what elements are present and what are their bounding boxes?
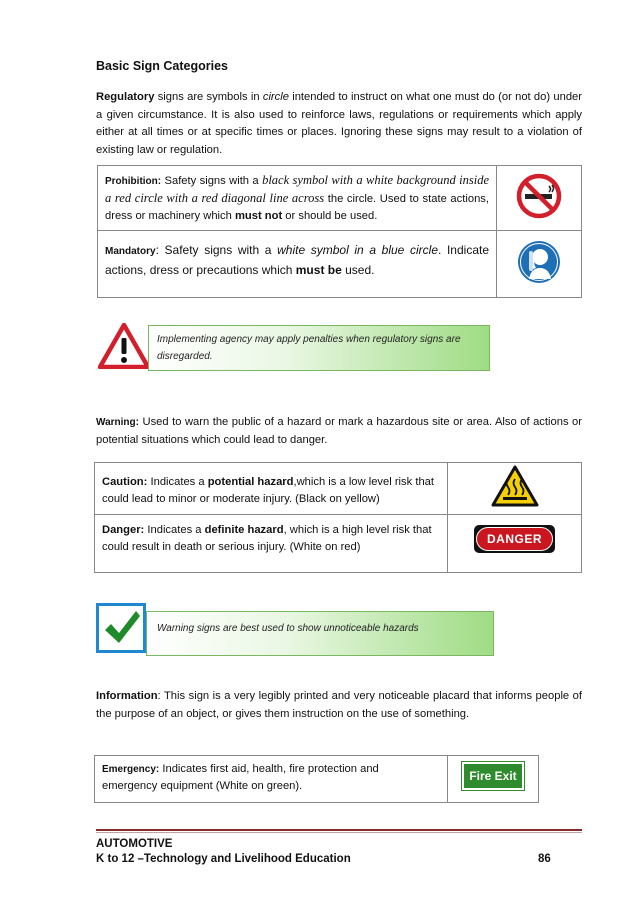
regulatory-paragraph (96, 89, 582, 159)
emergency-row (95, 756, 539, 803)
danger-sign-icon (474, 525, 555, 553)
prohibition-row (98, 166, 582, 231)
caution-text (96, 464, 446, 512)
information-label: Information (96, 690, 158, 702)
prohibition-label: Prohibition: (105, 176, 162, 187)
caution-row (95, 463, 582, 515)
mandatory-text-2: . Indicate actions, dress or precautions which (105, 243, 489, 277)
mandatory-icon-cell (497, 231, 582, 298)
check-mark-icon (100, 607, 142, 649)
warning-paragraph (96, 414, 582, 449)
prohibition-bold: must not (234, 210, 283, 222)
regulatory-text-2: intended to instruct on what one must do (or not do) under a given circumstance. It is also used to reinforce laws, regulations or requirements which apply either at all times or at specific times or places. Ignoring these signs may result to a violation of existing law or regulation. (96, 91, 582, 156)
hot-surface-triangle-icon (491, 465, 539, 507)
prohibition-text-3: or should be used. (282, 210, 378, 222)
caution-text-1: Indicates a (147, 476, 208, 488)
regulatory-circle-word: circle (262, 91, 289, 103)
information-paragraph (96, 688, 582, 723)
prohibition-text-2: the circle. Used to state actions, dress or machinery which (105, 193, 489, 222)
mandatory-text-cell (98, 231, 497, 298)
warning-text: Used to warn the public of a hazard or mark a hazardous site or area. Also of actions or potential situations which could lead to danger. (96, 416, 582, 446)
warning-triangle-icon (98, 323, 150, 369)
danger-bold: definite hazard (204, 524, 284, 536)
danger-label: Danger: (102, 524, 145, 536)
prohibition-text-cell (98, 166, 497, 231)
information-text: : This sign is a very legibly printed and very noticeable placard that informs people of the purpose of an object, or gives them instruction on the use of something. (96, 690, 582, 720)
footer-rule-top (96, 829, 582, 831)
warning-label: Warning: (96, 417, 139, 428)
mandatory-colon: : (155, 243, 159, 257)
section-heading: Basic Sign Categories (96, 59, 228, 73)
penalty-note (148, 325, 490, 371)
regulatory-term: Regulatory (96, 91, 155, 103)
check-mark-box (96, 603, 146, 653)
caution-bold: potential hazard (207, 476, 294, 488)
penalty-note-text: Implementing agency may apply penalties when regulatory signs are disregarded. (157, 334, 461, 362)
mandatory-bold: must be (295, 263, 342, 277)
mandatory-italic: white symbol in a blue circle (277, 243, 438, 257)
mandatory-text-3: used. (341, 263, 375, 277)
footer-subject: AUTOMOTIVE (96, 838, 173, 850)
regulatory-table (97, 165, 582, 298)
emergency-icon-cell (448, 756, 539, 803)
mandatory-text-1: Safety signs with a (158, 243, 278, 257)
emergency-label: Emergency: (102, 764, 160, 775)
fire-exit-sign-icon: Fire Exit (462, 762, 523, 790)
prohibition-text (99, 167, 495, 229)
hazard-note-text: Warning signs are best used to show unnoticeable hazards (157, 623, 419, 634)
no-smoking-sign-icon (516, 173, 562, 219)
prohibition-icon-cell (497, 166, 582, 231)
footer-rule-bottom (96, 832, 582, 833)
danger-text-1: Indicates a (144, 524, 205, 536)
caution-text-cell (95, 463, 448, 515)
mandatory-text (99, 232, 495, 283)
regulatory-text-1: signs are symbols in (154, 91, 263, 103)
page-number: 86 (538, 853, 551, 865)
danger-sign-text: DANGER (476, 527, 553, 551)
danger-text-2: , which is a high level risk that could result in death or serious injury. (White on red) (102, 524, 432, 553)
prohibition-text-1: Safety signs with a (161, 175, 263, 187)
danger-text (96, 516, 446, 560)
emergency-text-cell (95, 756, 448, 803)
danger-icon-cell (448, 515, 582, 573)
face-shield-sign-icon (516, 239, 562, 285)
footer-course: K to 12 –Technology and Livelihood Education (96, 853, 351, 865)
caution-icon-cell (448, 463, 582, 515)
emergency-desc: Indicates first aid, health, fire protection and emergency equipment (White on green). (102, 763, 379, 792)
danger-text-cell (95, 515, 448, 573)
emergency-text (96, 757, 408, 799)
emergency-table (94, 755, 539, 803)
caution-text-2: ,which is a low level risk that could lead to minor or moderate injury. (Black on yellow) (102, 476, 435, 505)
warning-table (94, 462, 582, 573)
danger-row (95, 515, 582, 573)
hazard-note (146, 611, 494, 656)
mandatory-row (98, 231, 582, 298)
mandatory-label: Mandatory (105, 246, 156, 257)
caution-label: Caution: (102, 476, 148, 488)
prohibition-italic: black symbol with a white background inside a red circle with a red diagonal line across (105, 173, 490, 205)
